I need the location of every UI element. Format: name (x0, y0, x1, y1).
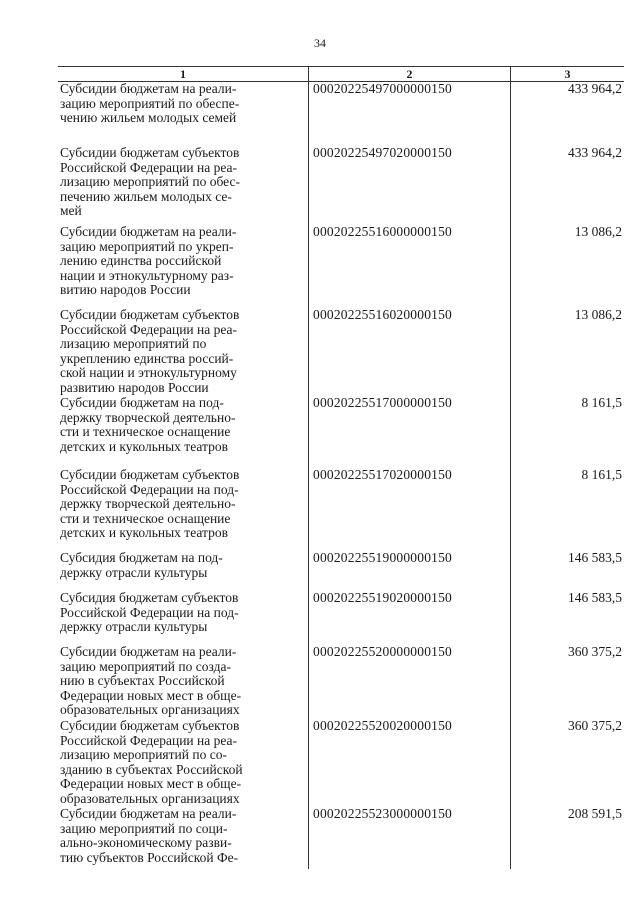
row-code: 00020225523000000150 (308, 807, 510, 869)
row-name: Субсидии бюджетам субъектов Российской Федерации на реа- лизацию мероприятий по со- зданию в субъектах Российской Федерации новых мест в обще- образовательных организациях (60, 718, 243, 806)
header-col-1: 1 (180, 67, 186, 81)
table-row (58, 591, 624, 645)
row-name: Субсидии бюджетам субъектов Российской Федерации на реа- лизацию мероприятий по обес- печению жильем молодых се- мей (60, 145, 240, 218)
row-name: Субсидии бюджетам на реали- зацию мероприятий по созда- нию в субъектах Российской Федерации новых мест в обще- образовательных организациях (60, 644, 242, 717)
row-amount: 360 375,2 (510, 645, 624, 719)
header-col-3: 3 (510, 67, 624, 81)
row-name: Субсидии бюджетам субъектов Российской Федерации на под- держку творческой деятельно- сти и техническое оснащение детских и кукольных театров (60, 467, 240, 540)
table-row (58, 225, 624, 308)
budget-table (58, 66, 624, 869)
row-name: Субсидия бюджетам субъектов Российской Федерации на под- держку отрасли культуры (60, 590, 239, 634)
table-row (58, 807, 624, 869)
row-code: 00020225520000000150 (308, 645, 510, 719)
row-code: 00020225520020000150 (308, 719, 510, 807)
row-name: Субсидия бюджетам на под- держку отрасли культуры (60, 550, 223, 580)
table-row (58, 308, 624, 396)
table-body (58, 82, 624, 869)
row-amount: 8 161,5 (510, 468, 624, 551)
row-amount: 360 375,2 (510, 719, 624, 807)
table-row (58, 551, 624, 591)
row-name: Субсидии бюджетам на реали- зацию мероприятий по соци- ально-экономическому разви- тию субъектов Российской Фе- (60, 806, 239, 865)
row-amount: 146 583,5 (510, 591, 624, 645)
table-row (58, 719, 624, 807)
header-col-2: 2 (308, 67, 510, 81)
row-code: 00020225497020000150 (308, 146, 510, 225)
table-row (58, 396, 624, 468)
row-name: Субсидии бюджетам на под- держку творческой деятельно- сти и техническое оснащение детских и кукольных театров (60, 395, 236, 454)
row-amount: 13 086,2 (510, 308, 624, 396)
row-code: 00020225519000000150 (308, 551, 510, 591)
row-code: 00020225519020000150 (308, 591, 510, 645)
page-number: 34 (314, 36, 326, 50)
row-code: 00020225497000000150 (308, 82, 510, 146)
row-amount: 433 964,2 (510, 82, 624, 146)
row-name: Субсидии бюджетам на реали- зацию мероприятий по укреп- лению единства российской нации и этнокультурному раз- витию народов России (60, 224, 237, 297)
row-name: Субсидии бюджетам на реали- зацию мероприятий по обеспе- чению жильем молодых семей (60, 81, 240, 125)
table-row (58, 468, 624, 551)
row-amount: 8 161,5 (510, 396, 624, 468)
row-code: 00020225517000000150 (308, 396, 510, 468)
table-row (58, 82, 624, 146)
row-code: 00020225516020000150 (308, 308, 510, 396)
table-row (58, 146, 624, 225)
table-header (58, 67, 624, 82)
table-row (58, 645, 624, 719)
row-amount: 146 583,5 (510, 551, 624, 591)
row-amount: 433 964,2 (510, 146, 624, 225)
row-amount: 13 086,2 (510, 225, 624, 308)
row-amount: 208 591,5 (510, 807, 624, 869)
row-code: 00020225517020000150 (308, 468, 510, 551)
row-code: 00020225516000000150 (308, 225, 510, 308)
row-name: Субсидии бюджетам субъектов Российской Федерации на реа- лизацию мероприятий по укреплению единства россий- ской нации и этнокультурному развитию народов России (60, 307, 240, 395)
